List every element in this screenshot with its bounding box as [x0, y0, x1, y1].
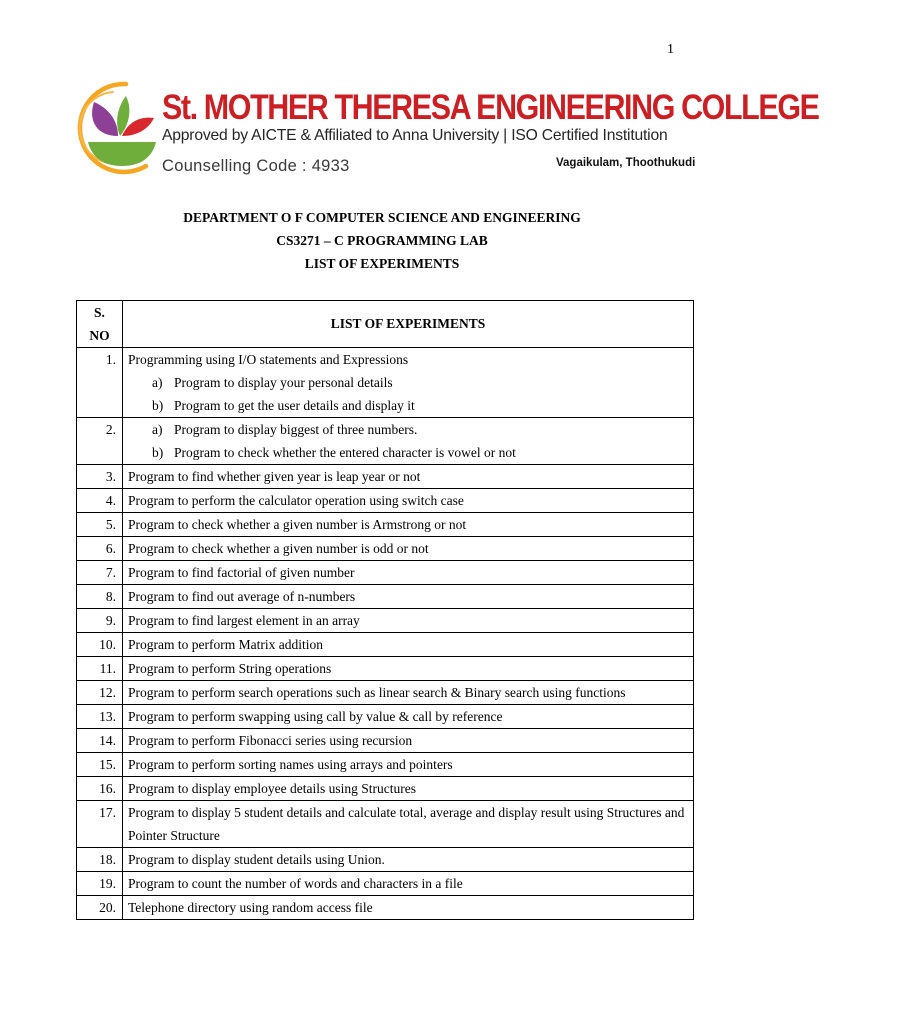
table-row: [77, 418, 694, 465]
table-row: [77, 681, 694, 705]
experiment-title: Telephone directory using random access file: [128, 900, 373, 915]
experiment-number: 10.: [77, 633, 123, 657]
experiment-description: [123, 418, 694, 465]
list-heading: LIST OF EXPERIMENTS: [304, 256, 460, 271]
experiment-number: 14.: [77, 729, 123, 753]
experiment-number: 7.: [77, 561, 123, 585]
experiment-number: 1.: [77, 348, 123, 418]
experiment-description: [123, 657, 694, 681]
table-row: [77, 465, 694, 489]
table-row: [77, 537, 694, 561]
experiment-description: [123, 609, 694, 633]
experiment-number: 17.: [77, 801, 123, 848]
sno-column-header: S. NO: [77, 301, 123, 348]
experiment-subitem: [128, 418, 693, 441]
subitem-text: Program to display your personal details: [174, 375, 393, 390]
experiment-description: [123, 537, 694, 561]
experiment-title: Program to perform Fibonacci series using recursion: [128, 733, 413, 748]
subitem-text: Program to display biggest of three numbers.: [174, 422, 418, 437]
experiment-title: Program to find factorial of given number: [128, 565, 355, 580]
experiment-description: [123, 896, 694, 920]
experiment-description: [123, 801, 694, 848]
table-row: [77, 777, 694, 801]
experiment-description: [123, 777, 694, 801]
experiment-description: [123, 633, 694, 657]
table-row: [77, 633, 694, 657]
experiment-title: Program to perform search operations such as linear search & Binary search using functions: [128, 685, 626, 700]
experiment-number: 15.: [77, 753, 123, 777]
experiment-subitem: [128, 441, 693, 464]
subitem-label: a): [152, 422, 163, 437]
subitem-text: Program to get the user details and display it: [174, 398, 415, 413]
experiment-title: Program to check whether a given number is Armstrong or not: [128, 517, 467, 532]
experiment-title: Program to find out average of n-numbers: [128, 589, 356, 604]
table-row: [77, 801, 694, 848]
experiment-title: Program to perform sorting names using arrays and pointers: [128, 757, 453, 772]
college-logo: [66, 78, 160, 178]
experiment-title: Program to display student details using Union.: [128, 852, 385, 867]
experiment-title: Program to display 5 student details and calculate total, average and display result using Structures and Pointer Structure: [128, 805, 685, 843]
experiment-title: Program to find whether given year is leap year or not: [128, 469, 421, 484]
document-headings: [0, 206, 764, 275]
experiment-number: 5.: [77, 513, 123, 537]
experiment-title: Program to display employee details using Structures: [128, 781, 416, 796]
experiment-number: 11.: [77, 657, 123, 681]
experiment-description: [123, 681, 694, 705]
experiment-number: 6.: [77, 537, 123, 561]
experiment-title: Programming using I/O statements and Expressions: [128, 352, 409, 367]
experiments-table: [76, 300, 694, 920]
experiment-title: Program to count the number of words and characters in a file: [128, 876, 463, 891]
experiment-description: [123, 872, 694, 896]
experiment-subitem: [128, 371, 693, 394]
table-row: [77, 513, 694, 537]
table-row: [77, 348, 694, 418]
table-row: [77, 657, 694, 681]
experiment-description: [123, 348, 694, 418]
department-heading: DEPARTMENT O F COMPUTER SCIENCE AND ENGINEERING: [183, 210, 581, 225]
college-name: St. MOTHER THERESA ENGINEERING COLLEGE: [162, 88, 819, 127]
table-row: [77, 872, 694, 896]
table-row: [77, 729, 694, 753]
college-location: Vagaikulam, Thoothukudi: [556, 157, 696, 169]
table-row: [77, 705, 694, 729]
table-row: [77, 896, 694, 920]
page-number: 1: [667, 42, 674, 57]
counselling-code: Counselling Code : 4933: [162, 157, 350, 175]
experiment-number: 16.: [77, 777, 123, 801]
subitem-label: a): [152, 375, 163, 390]
subitem-label: b): [152, 398, 164, 413]
experiment-number: 3.: [77, 465, 123, 489]
experiment-description: [123, 489, 694, 513]
table-header-row: [77, 301, 694, 348]
experiment-title: Program to perform the calculator operation using switch case: [128, 493, 464, 508]
experiment-description: [123, 705, 694, 729]
approval-line: Approved by AICTE & Affiliated to Anna University | ISO Certified Institution: [162, 127, 668, 144]
subitem-label: b): [152, 445, 164, 460]
experiment-title: Program to perform swapping using call by value & call by reference: [128, 709, 503, 724]
experiment-number: 13.: [77, 705, 123, 729]
experiment-number: 20.: [77, 896, 123, 920]
course-heading: CS3271 – C PROGRAMMING LAB: [276, 233, 488, 248]
experiment-description: [123, 513, 694, 537]
table-row: [77, 848, 694, 872]
table-row: [77, 609, 694, 633]
experiment-number: 19.: [77, 872, 123, 896]
table-row: [77, 753, 694, 777]
experiment-number: 18.: [77, 848, 123, 872]
subitem-text: Program to check whether the entered character is vowel or not: [174, 445, 516, 460]
experiment-description: [123, 585, 694, 609]
experiment-title: Program to check whether a given number is odd or not: [128, 541, 429, 556]
experiment-description: [123, 753, 694, 777]
experiment-subitem: [128, 394, 693, 417]
experiment-description: [123, 848, 694, 872]
table-row: [77, 489, 694, 513]
experiment-description: [123, 729, 694, 753]
experiment-title: Program to perform Matrix addition: [128, 637, 323, 652]
table-row: [77, 561, 694, 585]
experiment-number: 9.: [77, 609, 123, 633]
experiment-number: 2.: [77, 418, 123, 465]
experiment-number: 8.: [77, 585, 123, 609]
experiment-title: Program to find largest element in an array: [128, 613, 360, 628]
experiment-number: 12.: [77, 681, 123, 705]
table-row: [77, 585, 694, 609]
experiment-title: Program to perform String operations: [128, 661, 332, 676]
experiment-number: 4.: [77, 489, 123, 513]
experiment-description: [123, 465, 694, 489]
experiments-column-header: LIST OF EXPERIMENTS: [123, 301, 694, 348]
experiments-table-body: [77, 348, 694, 920]
experiment-description: [123, 561, 694, 585]
